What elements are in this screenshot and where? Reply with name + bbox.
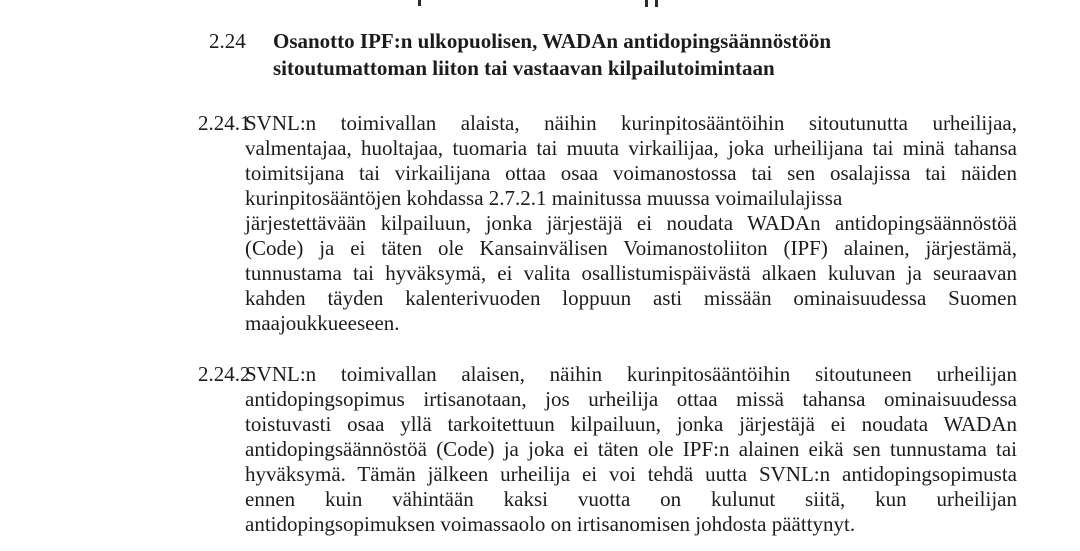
body-line: antidopingsäännöstöä (Code) ja joka ei täten ole IPF:n alainen eikä sen tunnustama tai bbox=[245, 437, 1017, 461]
body-line: valmentajaa, huoltajaa, tuomaria tai muuta virkailijaa, joka urheilijana tai minä tahansa bbox=[245, 136, 1017, 160]
cropped-text-fragment bbox=[655, 0, 658, 7]
body-line: maajoukkueeseen. bbox=[245, 311, 400, 335]
clause-number: 2.24.1 bbox=[198, 111, 251, 135]
body-line: SVNL:n toimivallan alaista, näihin kurinpitosääntöihin sitoutunutta urheilijaa, bbox=[245, 111, 1017, 135]
body-line: ennen kuin vähintään kaksi vuotta on kulunut siitä, kun urheilijan bbox=[245, 487, 1017, 511]
cropped-text-fragment bbox=[418, 0, 421, 6]
clause-number: 2.24.2 bbox=[198, 362, 251, 386]
body-line: (Code) ja ei täten ole Kansainvälisen Voimanostoliiton (IPF) alainen, järjestämä, bbox=[245, 236, 1017, 260]
body-line: antidopingsopimuksen voimassaolo on irtisanomisen johdosta päättynyt. bbox=[245, 512, 856, 536]
cropped-text-fragment bbox=[645, 0, 648, 7]
clause-body bbox=[245, 111, 1017, 336]
body-line: SVNL:n toimivallan alaisen, näihin kurinpitosääntöihin sitoutuneen urheilijan bbox=[245, 362, 1017, 386]
body-line: toimitsijana tai virkailijana ottaa osaa voimanostossa tai sen osalajissa tai näiden bbox=[245, 161, 1017, 185]
section-title-line: sitoutumattoman liiton tai vastaavan kilpailutoimintaan bbox=[273, 56, 775, 80]
body-line: kahden täyden kalenterivuoden loppuun asti missään ominaisuudessa Suomen bbox=[245, 286, 1017, 310]
body-line: tunnustama tai hyväksymä, ei valita osallistumispäivästä alkaen kuluvan ja seuraavan bbox=[245, 261, 1017, 285]
clause-body bbox=[245, 362, 1017, 537]
section-title-line: Osanotto IPF:n ulkopuolisen, WADAn antidopingsäännöstöön bbox=[273, 29, 832, 53]
body-line: antidopingsopimus irtisanotaan, jos urheilija ottaa missä tahansa ominaisuudessa bbox=[245, 387, 1017, 411]
body-line: järjestettävään kilpailuun, jonka järjestäjä ei noudata WADAn antidopingsäännöstöä bbox=[245, 211, 1017, 235]
body-line: toistuvasti osaa yllä tarkoitettuun kilpailuun, jonka järjestäjä ei noudata WADAn bbox=[245, 412, 1017, 436]
body-line: hyväksymä. Tämän jälkeen urheilija ei voi tehdä uutta SVNL:n antidopingsopimusta bbox=[245, 462, 1017, 486]
body-line: kurinpitosääntöjen kohdassa 2.7.2.1 mainitussa muussa voimailulajissa bbox=[245, 186, 843, 210]
section-title bbox=[273, 28, 1053, 82]
section-number: 2.24 bbox=[209, 29, 246, 53]
